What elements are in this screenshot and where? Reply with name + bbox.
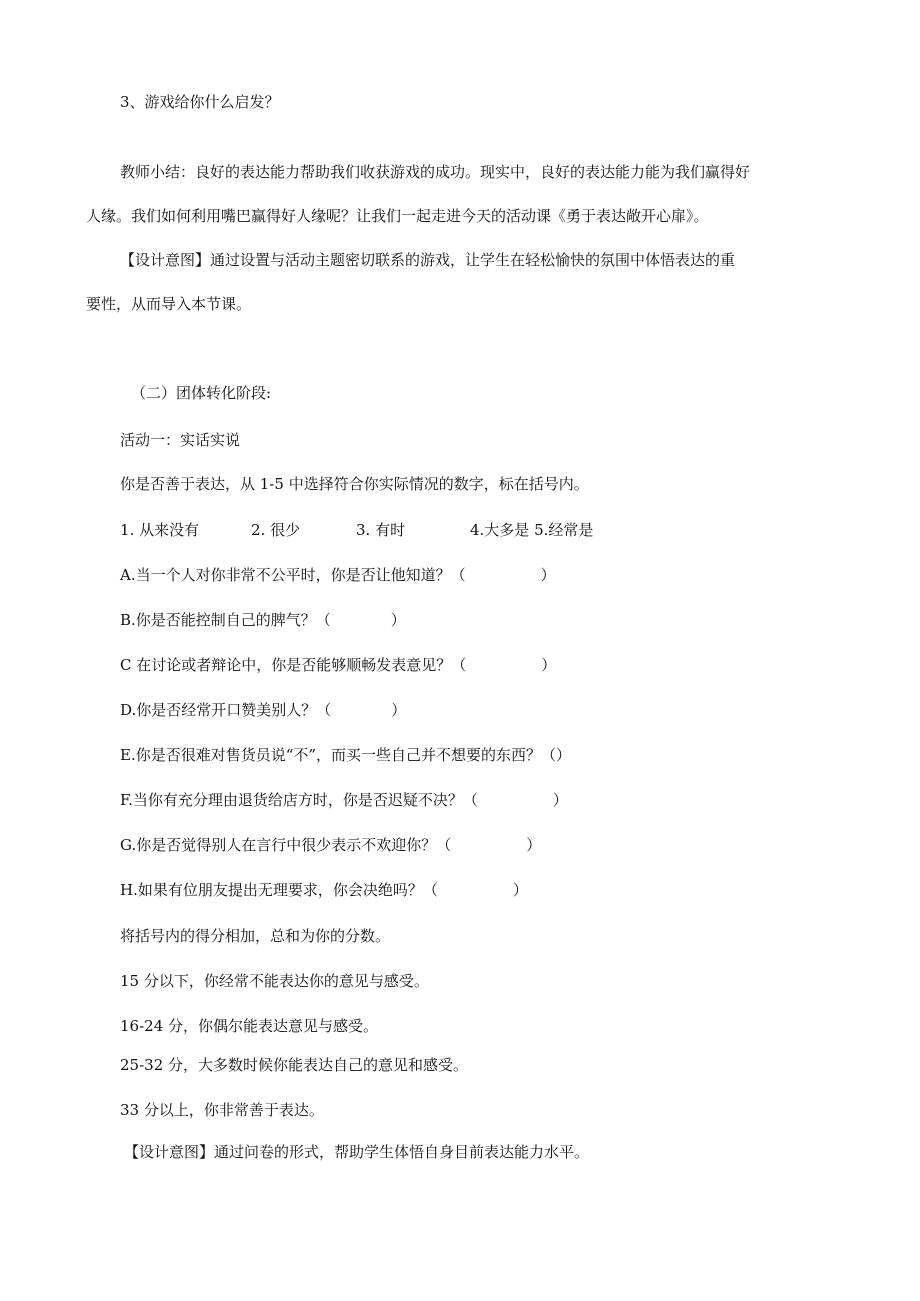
question-3: 3、游戏给你什么启发？ xyxy=(120,93,280,111)
instruction: 你是否善于表达，从 1-5 中选择符合你实际情况的数字，标在括号内。 xyxy=(120,475,589,493)
design-intent-1-line-1: 【设计意图】通过设置与活动主题密切联系的游戏，让学生在轻松愉快的氛围中体悟表达的重 xyxy=(120,251,736,269)
teacher-summary xyxy=(120,162,840,182)
design-intent-1-line-2: 要性，从而导入本节课。 xyxy=(86,295,252,313)
question-f: F.当你有充分理由退货给店方时，你是否迟疑不决？（ ） xyxy=(120,791,568,809)
question-g: G.你是否觉得别人在言行中很少表示不欢迎你？（ ） xyxy=(120,836,542,854)
activity-1-title: 活动一：实话实说 xyxy=(120,431,241,449)
question-c: C 在讨论或者辩论中，你是否能够顺畅发表意见？（ ） xyxy=(120,656,557,674)
score-range-1: 15 分以下，你经常不能表达你的意见与感受。 xyxy=(120,972,429,990)
question-h: H.如果有位朋友提出无理要求，你会决绝吗？（ ） xyxy=(120,881,528,899)
teacher-summary-line-2: 人缘。我们如何利用嘴巴赢得好人缘呢？让我们一起走进今天的活动课《勇于表达敞开心扉》。 xyxy=(86,207,709,225)
score-range-3: 25-32 分，大多数时候你能表达自己的意见和感受。 xyxy=(120,1056,469,1074)
option-3: 3. 有时 xyxy=(356,521,406,539)
option-4-5: 4.大多是 5.经常是 xyxy=(470,521,594,539)
score-range-2: 16-24 分，你偶尔能表达意见与感受。 xyxy=(120,1017,379,1035)
design-intent-2: 【设计意图】通过问卷的形式，帮助学生体悟自身目前表达能力水平。 xyxy=(124,1143,590,1161)
question-d: D.你是否经常开口赞美别人？（ ） xyxy=(120,701,407,719)
question-a: A.当一个人对你非常不公平时，你是否让他知道？（ ） xyxy=(120,566,556,584)
question-b: B.你是否能控制自己的脾气？（ ） xyxy=(120,611,406,629)
option-2: 2. 很少 xyxy=(251,521,301,539)
question-e: E.你是否很难对售货员说“不”，而买一些自己并不想要的东西？（） xyxy=(120,746,572,764)
teacher-summary-line-1: 教师小结：良好的表达能力帮助我们收获游戏的成功。现实中，良好的表达能力能为我们赢得好 xyxy=(120,163,751,181)
answer-options xyxy=(120,520,593,540)
stage-2-title: （二）团体转化阶段: xyxy=(131,384,272,402)
score-range-4: 33 分以上，你非常善于表达。 xyxy=(120,1101,324,1119)
option-1: 1. 从来没有 xyxy=(120,521,200,539)
scoring-sum: 将括号内的得分相加，总和为你的分数。 xyxy=(120,927,391,945)
